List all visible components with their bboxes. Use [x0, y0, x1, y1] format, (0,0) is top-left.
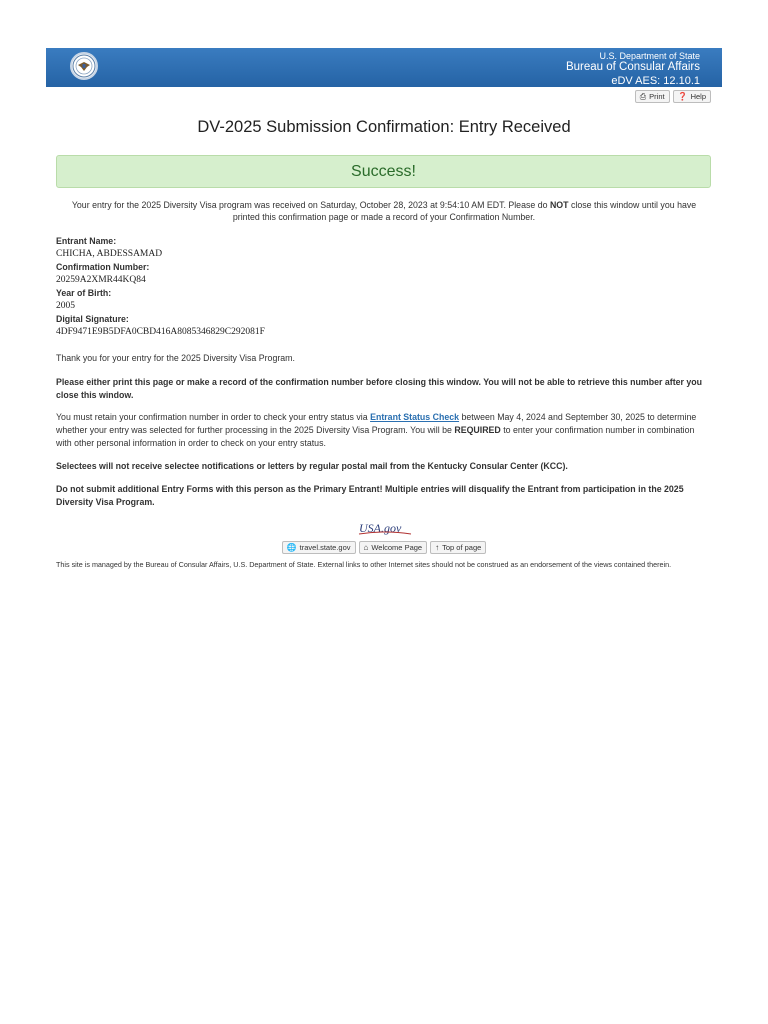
- intro-not: NOT: [549, 200, 569, 210]
- retain-text-part1: You must retain your confirmation number in order to check your entry status via: [56, 412, 371, 422]
- footer-links: [0, 541, 768, 554]
- digital-signature-label: Digital Signature:: [56, 314, 129, 324]
- top-of-page-label: Top of page: [442, 542, 482, 552]
- digital-signature-value: 4DF9471E9B5DFA0CBD416A8085346829C292081F: [56, 327, 265, 337]
- arrow-up-icon: ↑: [435, 542, 440, 552]
- entrant-name-label: Entrant Name:: [56, 236, 117, 246]
- travel-state-gov-button[interactable]: [282, 541, 356, 554]
- usa-gov-logo[interactable]: [356, 520, 414, 536]
- no-additional-entries-warning: Do not submit additional Entry Forms with this person as the Primary Entrant! Multiple entries will disqualify the Entrant from participation in the 2025 Diversity Visa Program.: [56, 484, 684, 507]
- toolbar: [635, 90, 711, 103]
- required-text: REQUIRED: [454, 424, 501, 435]
- state-department-seal-icon: [70, 52, 98, 80]
- intro-text: [60, 199, 708, 224]
- success-alert: Success!: [56, 155, 711, 188]
- header-text: [566, 51, 700, 87]
- retain-text-part2: between May 4, 2024 and September 30, 2025 to determine whether your entry was selected for further processing in the 2025 Diversity Visa Program. You will be: [56, 412, 697, 435]
- entrant-details: [56, 235, 476, 339]
- welcome-page-button[interactable]: [359, 541, 428, 554]
- thanks-text: Thank you for your entry for the 2025 Diversity Visa Program.: [56, 353, 295, 363]
- usa-gov-logo-text: USA.gov: [359, 521, 402, 535]
- footer-disclaimer: This site is managed by the Bureau of Consular Affairs, U.S. Department of State. External links to other Internet sites should not be construed as an endorsement of the views contained therein.: [56, 560, 672, 569]
- help-button[interactable]: [673, 90, 711, 103]
- header-banner: [46, 48, 722, 87]
- version-label: eDV AES: 12.10.1: [611, 74, 700, 87]
- globe-icon: 🌐: [286, 542, 297, 552]
- printer-icon: ⎙: [639, 91, 647, 101]
- entrant-status-check-link[interactable]: Entrant Status Check: [370, 412, 460, 422]
- top-of-page-button[interactable]: [430, 541, 486, 554]
- intro-text-part1: Your entry for the 2025 Diversity Visa program was received on Saturday, October 28, 2023 at 9:54:10 AM EDT. Please do: [71, 200, 550, 210]
- confirmation-number-value: 20259A2XMR44KQ84: [56, 275, 146, 285]
- retain-text-part3: to enter your confirmation number in combination with other personal information in order to check on your entry status.: [56, 424, 695, 448]
- question-circle-icon: ❓: [677, 91, 688, 101]
- home-icon: ⌂: [363, 542, 369, 552]
- page-title: DV-2025 Submission Confirmation: Entry Received: [197, 118, 571, 136]
- travel-state-gov-label: travel.state.gov: [299, 542, 351, 552]
- birth-year-label: Year of Birth:: [56, 288, 112, 298]
- entrant-name-value: CHICHA, ABDESSAMAD: [56, 249, 163, 259]
- confirmation-number-label: Confirmation Number:: [56, 262, 150, 272]
- bureau-name: Bureau of Consular Affairs: [565, 61, 700, 74]
- help-button-label: Help: [690, 91, 706, 101]
- selectees-notice: Selectees will not receive selectee notifications or letters by regular postal mail from the Kentucky Consular Center (KCC).: [56, 461, 568, 471]
- print-button[interactable]: [635, 90, 670, 103]
- retain-text: [56, 411, 712, 449]
- print-warning-text: Please either print this page or make a record of the confirmation number before closing this window. You will not be able to retrieve this number after you close this window.: [56, 377, 703, 400]
- birth-year-value: 2005: [56, 301, 75, 311]
- department-name: U.S. Department of State: [599, 51, 700, 61]
- intro-text-part2: close this window until you have printed this confirmation page or made a record of your Confirmation Number.: [232, 200, 697, 223]
- welcome-page-label: Welcome Page: [371, 542, 423, 552]
- print-button-label: Print: [649, 91, 665, 101]
